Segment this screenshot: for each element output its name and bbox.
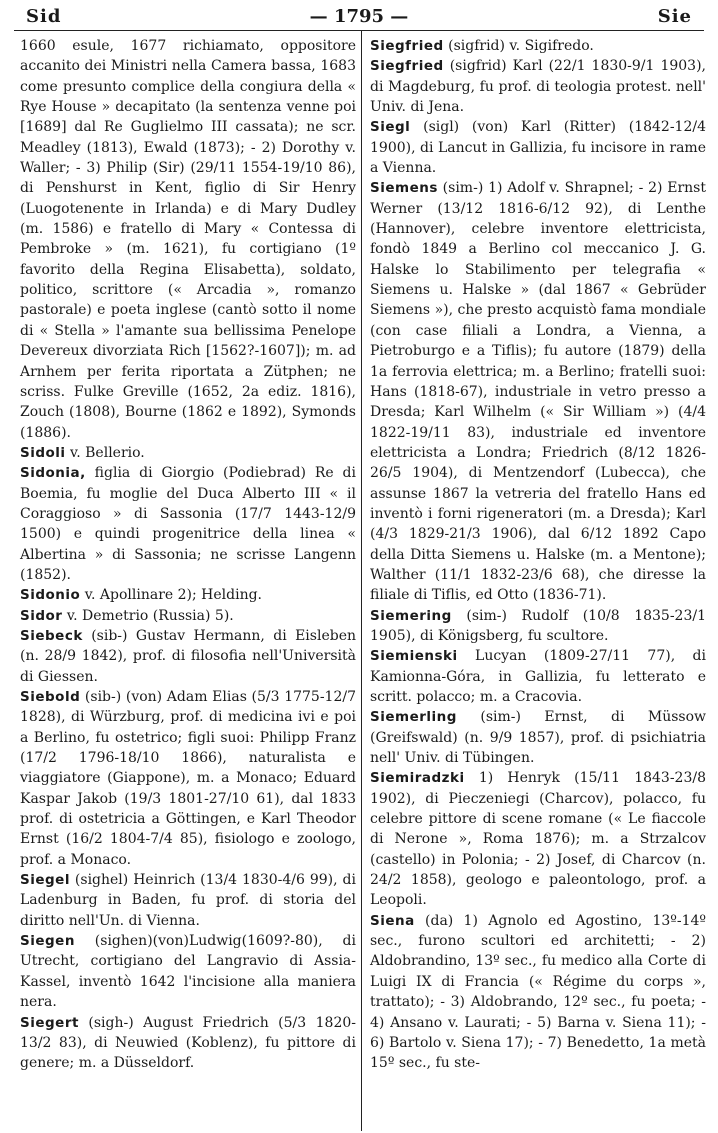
entry-headword: Siena bbox=[370, 912, 415, 929]
entry-text: (sib-) Gustav Hermann, di Eisleben (n. 28/9 1842), prof. di filosofia nell'Università di Giessen. bbox=[20, 627, 356, 685]
right-column bbox=[370, 36, 706, 1074]
running-head-left: Sid bbox=[26, 6, 62, 27]
dictionary-entry bbox=[20, 626, 356, 687]
page-number: — 1795 — bbox=[309, 6, 409, 27]
page-header bbox=[14, 4, 704, 30]
dictionary-entry bbox=[370, 606, 706, 647]
dictionary-entry bbox=[370, 178, 706, 605]
dictionary-entry bbox=[370, 56, 706, 117]
dictionary-entry bbox=[20, 463, 356, 585]
entry-text: (sighel) Heinrich (13/4 1830-4/6 99), di Ladenburg in Baden, fu prof. di storia del diritto nell'Un. di Vienna. bbox=[20, 872, 356, 929]
dictionary-entry bbox=[20, 687, 356, 870]
dictionary-entry bbox=[370, 707, 706, 768]
entry-text: 1) Henryk (15/11 1843-23/8 1902), di Pieczeniegi (Charcov), polacco, fu celebre pittore di scene romane (« Le fiaccole di Nerone », Roma 1876); m. a Strzalcov (castello) in Polonia; - 2) Josef, di Charcov (n. 24/2 1858), geologo e paleontologo, prof. a Leopoli. bbox=[370, 770, 706, 909]
dictionary-entry bbox=[370, 646, 706, 707]
entry-headword: Siegert bbox=[20, 1014, 79, 1031]
entry-headword: Siemienski bbox=[370, 648, 458, 665]
entry-text: (sigh-) August Friedrich (5/3 1820-13/2 83), di Neuwied (Koblenz), fu pittore di genere; m. a Düsseldorf. bbox=[20, 1014, 356, 1072]
entry-text: figlia di Giorgio (Podiebrad) Re di Boemia, fu moglie del Duca Alberto III « il Coraggioso » di Sassonia (17/7 1443-12/9 1500) e quindi progenitrice della linea « Albertina » di Sassonia; ne scrisse Langenn (1852). bbox=[20, 465, 356, 583]
dictionary-entry bbox=[370, 117, 706, 178]
entry-text: (sighen)(von)Ludwig(1609?-80), di Utrecht, cortigiano del Langravio di Assia-Kassel, inventò 1642 l'incisione alla maniera nera. bbox=[20, 933, 356, 1011]
entry-text: (sib-) (von) Adam Elias (5/3 1775-12/7 1828), di Würzburg, prof. di medicina ivi e poi a Berlino, fu ostetrico; figli suoi: Philipp Franz (17/2 1796-18/10 1866), naturalista e viaggiatore (Giappone), m. a Monaco; Eduard Kaspar Jakob (19/3 1801-27/10 61), dal 1833 prof. di ostetricia a Göttingen, e Karl Theodor Ernst (16/2 1804-7/4 85), fisiologo e zoologo, prof. a Monaco. bbox=[20, 689, 356, 868]
entry-text: (sim-) Ernst, di Müssow (Greifswald) (n. 9/9 1857), prof. di psichiatria nell' Univ. di Tübingen. bbox=[370, 709, 706, 767]
dictionary-entry bbox=[20, 606, 356, 626]
entry-text: v. Demetrio (Russia) 5). bbox=[62, 607, 234, 624]
entry-headword: Siemerling bbox=[370, 709, 457, 726]
entry-text: 1660 esule, 1677 richiamato, oppositore accanito dei Ministri nella Camera bassa, 1683 come presunto complice della congiura della « Rye House » decapitato (la sentenza venne poi [1689] dal Re Guglielmo III cassata); ne scr. Meadley (1813), Ewald (1873); - 2) Dorothy v. Waller; - 3) Philip (Sir) (29/11 1554-19/10 86), di Penshurst in Kent, figlio di Sir Henry (Luogotenente in Irlanda) e di Mary Dudley (m. 1586) e fratello di Mary « Contessa di Pembroke » (m. 1621), fu cortigiano (1º favorito della Regina Elisabetta), soldato, politico, scrittore (« Arcadia », romanzo pastorale) e poeta inglese (cantò sotto il nome di « Stella » l'amante sua bellissima Penelope Devereux divorziata Rich [1562?-1607]); m. ad Arnhem per ferita riportata a Zütphen; ne scriss. Fulke Greville (1652, 2a ediz. 1816), Zouch (1808), Bourne (1862 e 1892), Symonds (1886). bbox=[20, 38, 356, 441]
dictionary-entry bbox=[20, 1013, 356, 1074]
entry-headword: Siebeck bbox=[20, 627, 83, 644]
entry-text: Lucyan (1809-27/11 77), di Kamionna-Góra, in Gallizia, fu letterato e scritt. polacco; m. a Cracovia. bbox=[370, 648, 706, 705]
entry-text: v. Bellerio. bbox=[65, 444, 145, 461]
entry-text: (sigfrid) v. Sigifredo. bbox=[443, 38, 594, 54]
dictionary-entry bbox=[370, 911, 706, 1074]
dictionary-entry bbox=[20, 443, 356, 463]
dictionary-entry bbox=[370, 768, 706, 910]
dictionary-entry bbox=[20, 870, 356, 931]
entry-headword: Siegfried bbox=[370, 58, 444, 75]
entry-text: (da) 1) Agnolo ed Agostino, 13º-14º sec., furono scultori ed architetti; - 2) Aldobrandino, 13º sec., fu medico alla Corte di Luigi IX di Francia (« Régime du corps », trattato); - 3) Aldobrando, 12º sec., fu poeta; - 4) Ansano v. Laurati; - 5) Barna v. Siena 11); - 6) Bartolo v. Siena 17); - 7) Benedetto, 1a metà 15º sec., fu ste- bbox=[370, 912, 706, 1072]
dictionary-entry bbox=[370, 36, 706, 56]
entry-text: (sigl) (von) Karl (Ritter) (1842-12/4 1900), di Lancut in Gallizia, fu incisore in rame a Vienna. bbox=[370, 119, 706, 177]
entry-headword: Sidor bbox=[20, 607, 63, 624]
entry-headword: Siemiradzki bbox=[370, 770, 465, 787]
left-column bbox=[20, 36, 356, 1074]
entry-headword: Siemering bbox=[370, 607, 452, 624]
entry-headword: Siegen bbox=[20, 933, 75, 950]
dictionary-entry bbox=[20, 585, 356, 605]
header-rule bbox=[14, 30, 704, 31]
column-divider bbox=[361, 31, 362, 1131]
entry-text: (sim-) Rudolf (10/8 1835-23/1 1905), di Königsberg, fu scultore. bbox=[370, 607, 706, 644]
entry-headword: Siemens bbox=[370, 180, 438, 197]
entry-headword: Siegfried bbox=[370, 38, 444, 54]
entry-text: (sigfrid) Karl (22/1 1830-9/1 1903), di Magdeburg, fu prof. di teologia protest. nell' Univ. di Jena. bbox=[370, 58, 706, 116]
entry-headword: Sidonio bbox=[20, 587, 81, 604]
dictionary-entry bbox=[20, 36, 356, 443]
entry-headword: Sidonia, bbox=[20, 465, 86, 482]
entry-headword: Sidoli bbox=[20, 444, 66, 461]
entry-headword: Siegel bbox=[20, 872, 70, 889]
entry-text: v. Apollinare 2); Helding. bbox=[80, 587, 263, 604]
dictionary-entry bbox=[20, 931, 356, 1012]
entry-headword: Siebold bbox=[20, 689, 81, 705]
entry-text: (sim-) 1) Adolf v. Shrapnel; - 2) Ernst Werner (13/12 1816-6/12 92), di Lenthe (Hannover), celebre inventore elettricista, fondò 1849 a Berlino col meccanico J. G. Halske lo Stabilimento per telegrafia « Siemens u. Halske » (dal 1867 « Gebrüder Siemens »), che presto acquistò fama mondiale (con case filiali a Londra, a Vienna, a Pietroburgo e a Tiflis); fu autore (1879) della 1a ferrovia elettrica; m. a Berlino; fratelli suoi: Hans (1818-67), industriale in vetro presso a Dresda; Karl Wilhelm (« Sir William ») (4/4 1822-19/11 83), industriale ed inventore elettricista a Londra; Friedrich (8/12 1826-26/5 1904), di Mentzendorf (Lubecca), che assunse 1867 la vetreria del fratello Hans ed inventò i forni rigeneratori (m. a Dresda); Karl (4/3 1829-21/3 1906), dal 6/12 1892 Capo della Ditta Siemens u. Halske (m. a Mentone); Walther (11/1 1832-23/6 68), che diresse la filiale di Tiflis, ed Otto (1836-71). bbox=[370, 180, 706, 604]
running-head-right: Sie bbox=[657, 6, 692, 27]
entry-headword: Siegl bbox=[370, 119, 411, 136]
